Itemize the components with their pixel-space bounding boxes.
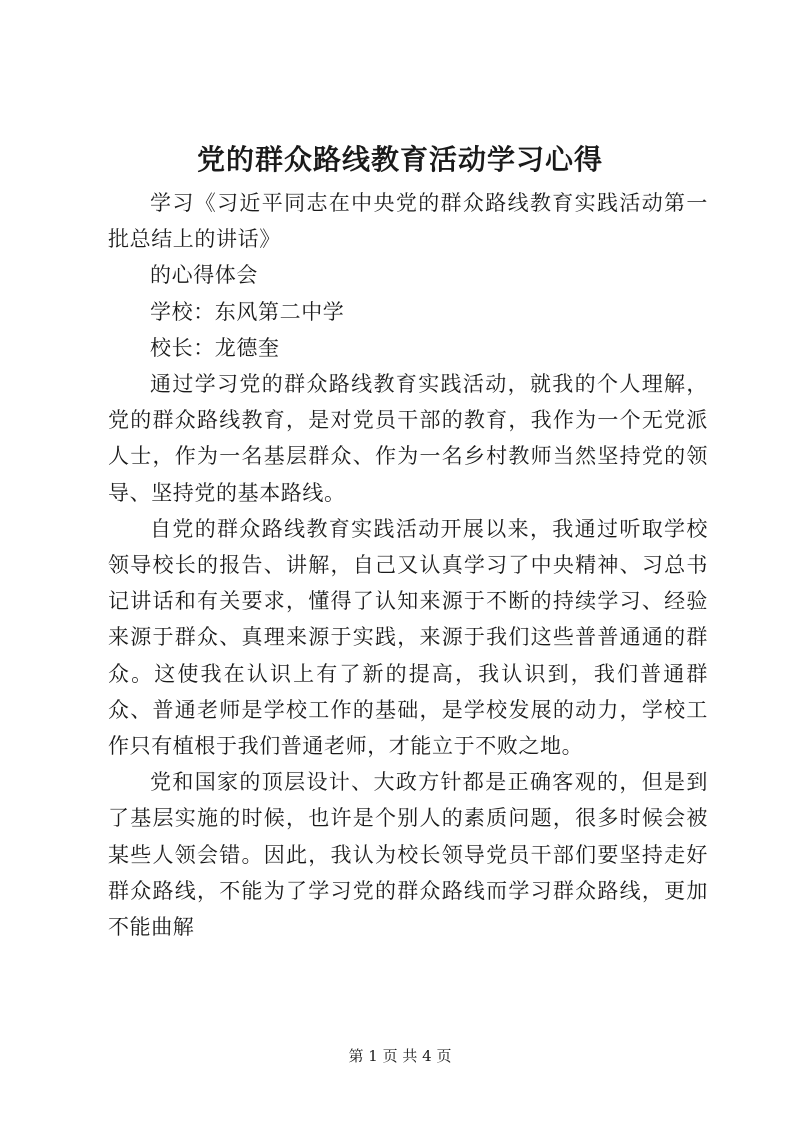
paragraph-subtitle: 的心得体会 — [150, 263, 258, 288]
paragraph-principal: 校长：龙德奎 — [150, 335, 280, 360]
document-title: 党的群众路线教育活动学习心得 — [196, 143, 603, 176]
document-body — [108, 185, 708, 945]
paragraph-body-1: 通过学习党的群众路线教育实践活动，就我的个人理解，党的群众路线教育，是对党员干部的教育，我作为一个无党派人士，作为一名基层群众、作为一名乡村教师当然坚持党的领导、坚持党的基本路线。 — [108, 372, 708, 505]
paragraph-lecture-title: 学习《习近平同志在中央党的群众路线教育实践活动第一批总结上的讲话》 — [108, 191, 708, 252]
paragraph-body-3: 党和国家的顶层设计、大政方针都是正确客观的，但是到了基层实施的时候，也许是个别人的素质问题，很多时候会被某些人领会错。因此，我认为校长领导党员干部们要坚持走好群众路线，不能为了学习党的群众路线而学习群众路线，更加不能曲解 — [108, 770, 708, 940]
page-footer: 第 1 页 共 4 页 — [348, 1047, 452, 1065]
paragraph-school: 学校：东风第二中学 — [150, 299, 345, 324]
paragraph-body-2: 自党的群众路线教育实践活动开展以来，我通过听取学校领导校长的报告、讲解，自己又认真学习了中央精神、习总书记讲话和有关要求，懂得了认知来源于不断的持续学习、经验来源于群众、真理来源于实践，来源于我们这些普普通通的群众。这使我在认识上有了新的提高，我认识到，我们普通群众、普通老师是学校工作的基础，是学校发展的动力，学校工作只有植根于我们普通老师，才能立于不败之地。 — [108, 516, 708, 759]
